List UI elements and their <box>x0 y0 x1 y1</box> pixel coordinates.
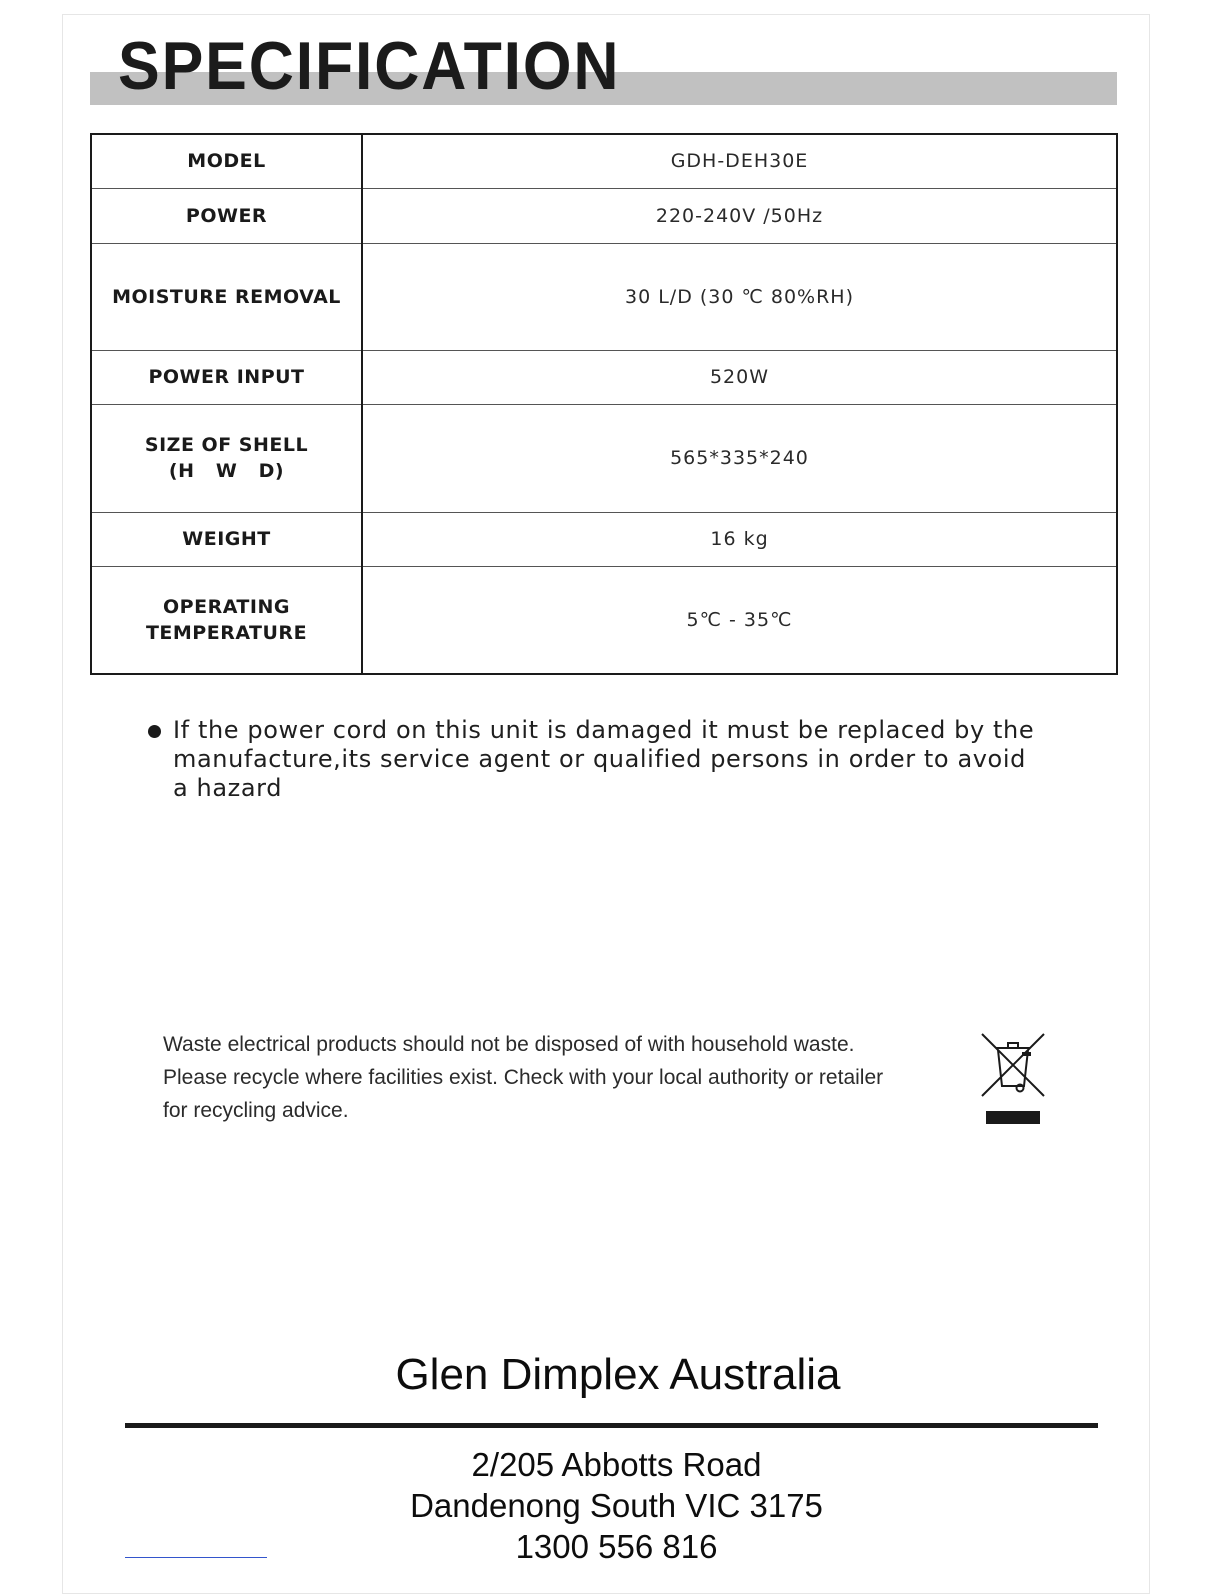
spec-label-line: SIZE OF SHELL <box>144 434 309 456</box>
address-line: 2/205 Abbotts Road <box>471 1446 762 1483</box>
spec-value: 520W <box>362 350 1117 404</box>
table-row <box>91 188 1117 243</box>
table-row <box>91 243 1117 350</box>
note-line: manufacture,its service agent or qualified persons in order to avoid <box>173 745 1026 773</box>
divider <box>125 1423 1098 1428</box>
spec-label-line: POWER <box>185 204 268 227</box>
safety-note <box>148 716 1048 803</box>
waste-line: Please recycle where facilities exist. Check with your local authority or retailer <box>163 1066 884 1089</box>
company-address <box>0 1444 1224 1567</box>
spec-value: GDH-DEH30E <box>362 134 1117 188</box>
spec-label <box>91 566 362 674</box>
spec-label <box>91 404 362 512</box>
spec-value: 30 L/D (30 ℃ 80%RH) <box>362 243 1117 350</box>
specification-table <box>90 133 1118 675</box>
waste-line: for recycling advice. <box>163 1099 349 1122</box>
spec-value: 16 kg <box>362 512 1117 566</box>
spec-label-line: MOISTURE REMOVAL <box>112 285 341 308</box>
waste-line: Waste electrical products should not be disposed of with household waste. <box>163 1033 855 1056</box>
spec-value: 565*335*240 <box>362 404 1117 512</box>
spec-label-line: TEMPERATURE <box>145 621 308 644</box>
divider <box>125 1557 267 1558</box>
spec-label-line: WEIGHT <box>182 528 271 550</box>
table-row <box>91 350 1117 404</box>
spec-label-line: OPERATING <box>163 595 290 618</box>
spec-label-line: (H W D) <box>168 460 285 482</box>
spec-label <box>91 243 362 350</box>
spec-label <box>91 512 362 566</box>
address-line: Dandenong South VIC 3175 <box>410 1487 823 1524</box>
spec-value: 5℃ - 35℃ <box>362 566 1117 674</box>
phone-number: 1300 556 816 <box>515 1528 718 1565</box>
spec-label <box>91 188 362 243</box>
spec-label-line: POWER INPUT <box>148 366 305 388</box>
spec-label <box>91 350 362 404</box>
spec-value: 220-240V /50Hz <box>362 188 1117 243</box>
spec-label-line: MODEL <box>187 150 266 173</box>
table-row <box>91 404 1117 512</box>
bullet-icon <box>148 725 161 738</box>
crossed-out-wheelie-bin-icon <box>978 1030 1048 1128</box>
table-row <box>91 566 1117 674</box>
company-name: Glen Dimplex Australia <box>395 1350 841 1399</box>
table-row <box>91 512 1117 566</box>
table-row <box>91 134 1117 188</box>
spec-label <box>91 134 362 188</box>
waste-notice <box>163 1028 963 1127</box>
page-title: SPECIFICATION <box>118 28 621 104</box>
note-line: a hazard <box>173 774 283 802</box>
note-line: If the power cord on this unit is damaged it must be replaced by the <box>173 716 1035 744</box>
